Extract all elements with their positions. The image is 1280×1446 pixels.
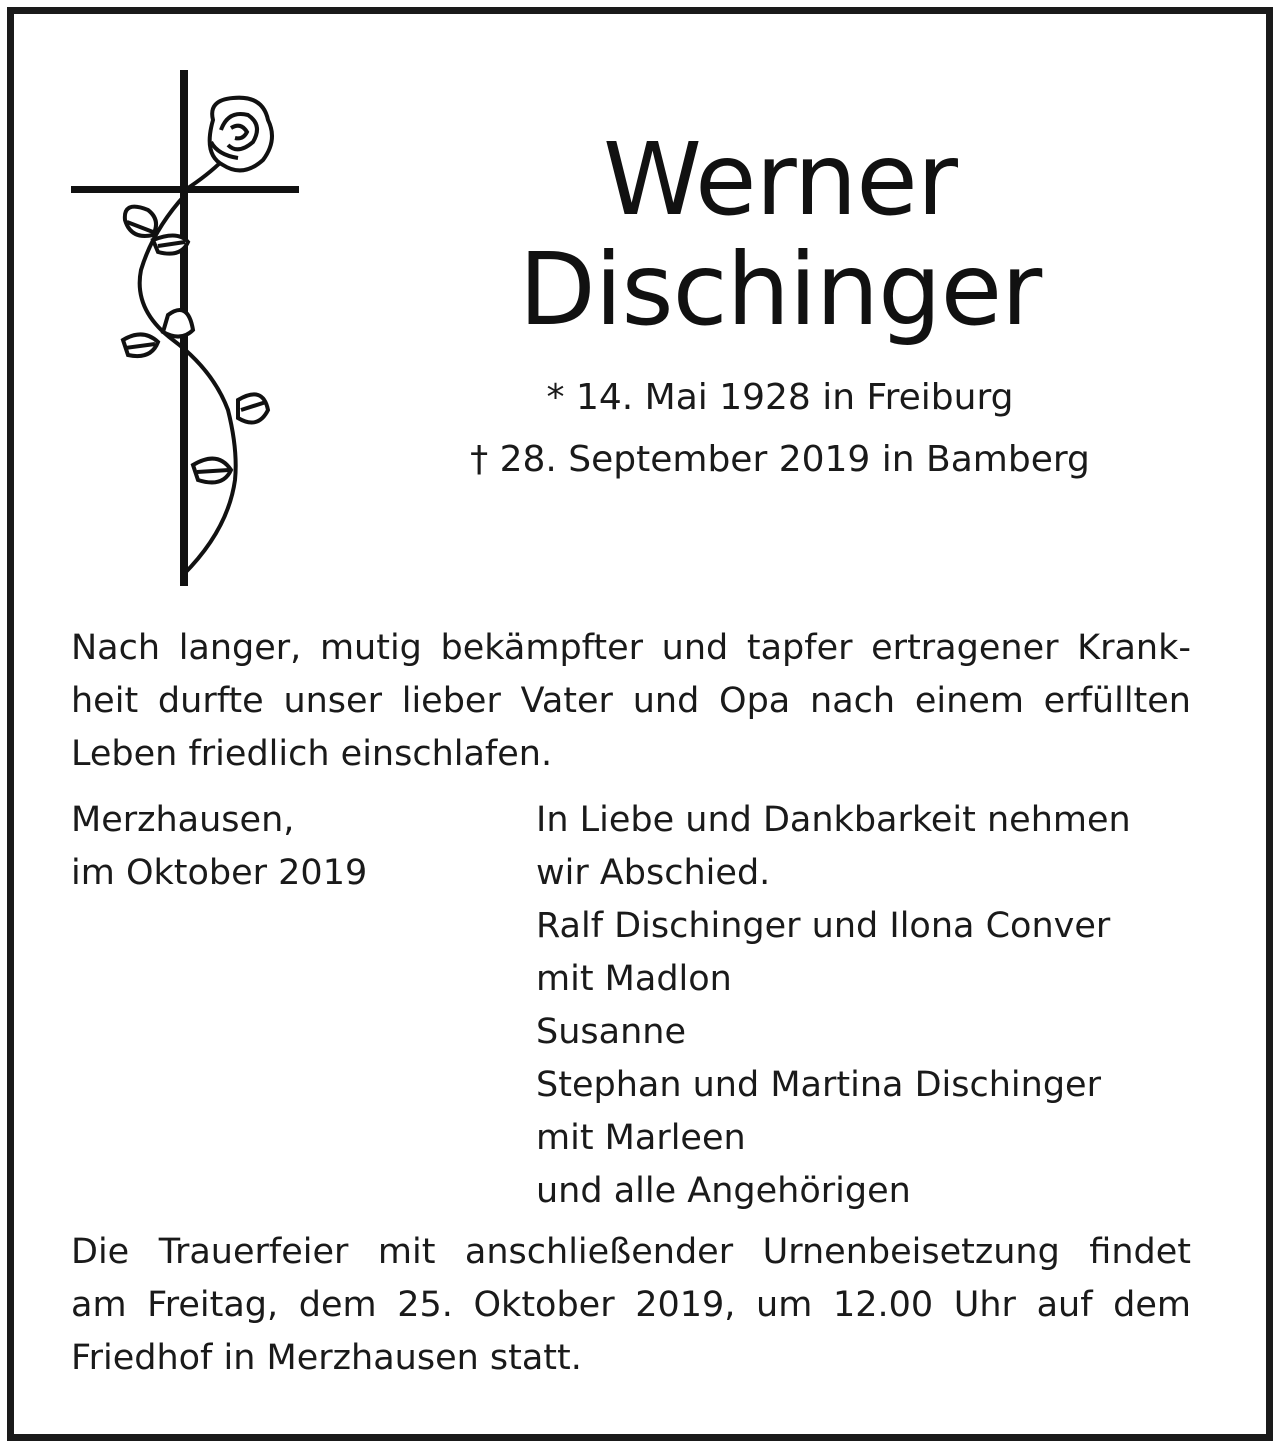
family-line: und alle Angehörigen [536,1171,911,1211]
funeral-notice [71,1226,1191,1385]
death-date: † 28. September 2019 in Bamberg [470,439,1090,480]
family-signature [536,794,1206,1218]
deceased-first-name: Werner [603,121,957,238]
birth-date: * 14. Mai 1928 in Freiburg [546,377,1014,418]
cross-with-rose-icon [63,70,303,590]
intro-line: Nach langer, mutig bekämpfter und tapfer ertragener Krank- [71,628,1191,668]
family-line: wir Abschied. [536,853,771,893]
family-line: Ralf Dischinger und Ilona Conver [536,906,1111,946]
intro-line: heit durfte unser lieber Vater und Opa nach einem erfüllten [71,681,1191,721]
funeral-line: am Freitag, dem 25. Oktober 2019, um 12.00 Uhr auf dem [71,1285,1191,1325]
family-line: Stephan und Martina Dischinger [536,1065,1101,1105]
intro-line: Leben friedlich einschlafen. [71,734,553,774]
place-line: Merzhausen, [71,800,295,840]
date-line: im Oktober 2019 [71,853,368,893]
family-line: mit Marleen [536,1118,746,1158]
place-and-date [71,794,491,900]
funeral-line: Friedhof in Merzhausen statt. [71,1338,582,1378]
family-line: In Liebe und Dankbarkeit nehmen [536,800,1131,840]
funeral-line: Die Trauerfeier mit anschließender Urnenbeisetzung findet [71,1232,1191,1272]
deceased-last-name: Dischinger [518,231,1042,348]
family-line: Susanne [536,1012,686,1052]
family-line: mit Madlon [536,959,732,999]
intro-paragraph [71,622,1191,781]
